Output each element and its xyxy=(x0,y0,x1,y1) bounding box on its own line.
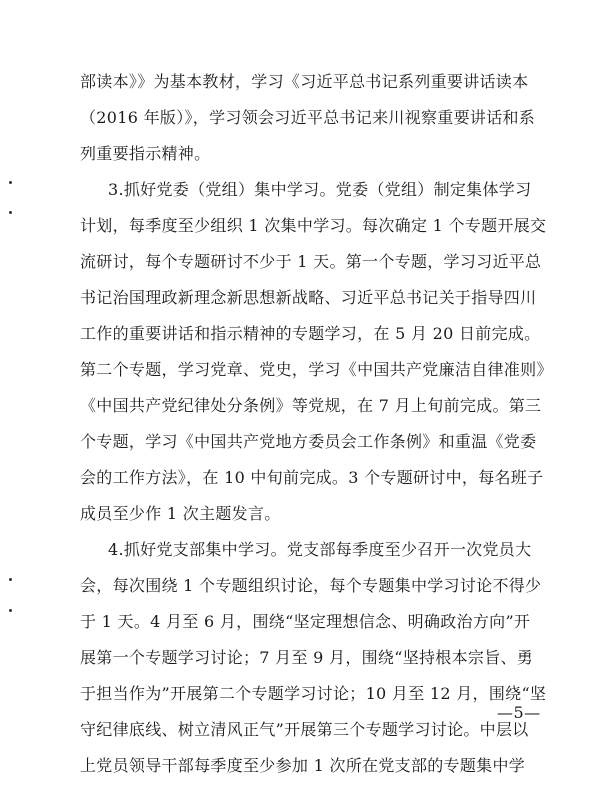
text-line: 列重要指示精神。 xyxy=(80,144,211,163)
binding-mark xyxy=(9,578,12,581)
text-line: 展第一个专题学习讨论；7 月至 9 月，围绕“坚持根本宗旨、勇 xyxy=(80,648,534,667)
text-line: （2016 年版）》，学习领会习近平总书记来川视察重要讲话和系 xyxy=(80,108,536,127)
text-line: 会的工作方法》，在 10 中旬前完成。3 个专题研讨中，每名班子 xyxy=(80,468,544,487)
paragraph-3-first-line: 3.抓好党委（党组）集中学习。党委（党组）制定集体学习 xyxy=(108,180,532,199)
text-line: 于担当作为”开展第二个专题学习讨论；10 月至 12 月，围绕“坚 xyxy=(80,684,547,703)
paragraph-4-first-line: 4.抓好党支部集中学习。党支部每季度至少召开一次党员大 xyxy=(108,540,532,559)
text-line: 上党员领导干部每季度至少参加 1 次所在党支部的专题集中学 xyxy=(80,756,526,775)
text-line: 个专题，学习《中国共产党地方委员会工作条例》和重温《党委 xyxy=(80,432,537,451)
text-line: 会，每次围绕 1 个专题组织讨论，每个专题集中学习讨论不得少 xyxy=(80,576,542,595)
page-number: —5— xyxy=(497,703,541,722)
text-line: 部读本》》为基本教材，学习《习近平总书记系列重要讲话读本 xyxy=(80,72,529,91)
text-line: 计划，每季度至少组织 1 次集中学习。每次确定 1 个专题开展交 xyxy=(80,216,547,235)
text-line: 《中国共产党纪律处分条例》等党规，在 7 月上旬前完成。第三 xyxy=(80,396,542,415)
text-line: 守纪律底线、树立清风正气”开展第三个专题学习讨论。中层以 xyxy=(80,720,529,739)
text-line: 工作的重要讲话和指示精神的专题学习，在 5 月 20 日前完成。 xyxy=(80,324,541,343)
binding-mark xyxy=(9,181,12,184)
text-line: 于 1 天。4 月至 6 月，围绕“坚定理想信念、明确政治方向”开 xyxy=(80,612,531,631)
text-line: 流研讨，每个专题研讨不少于 1 天。第一个专题，学习习近平总 xyxy=(80,252,542,271)
text-line: 书记治国理政新理念新思想新战略、习近平总书记关于指导四川 xyxy=(80,288,537,307)
binding-mark xyxy=(9,211,12,214)
text-line: 第二个专题，学习党章、党史，学习《中国共产党廉洁自律准则》 xyxy=(80,360,553,379)
text-line: 成员至少作 1 次主题发言。 xyxy=(80,504,281,523)
binding-mark xyxy=(9,609,12,612)
